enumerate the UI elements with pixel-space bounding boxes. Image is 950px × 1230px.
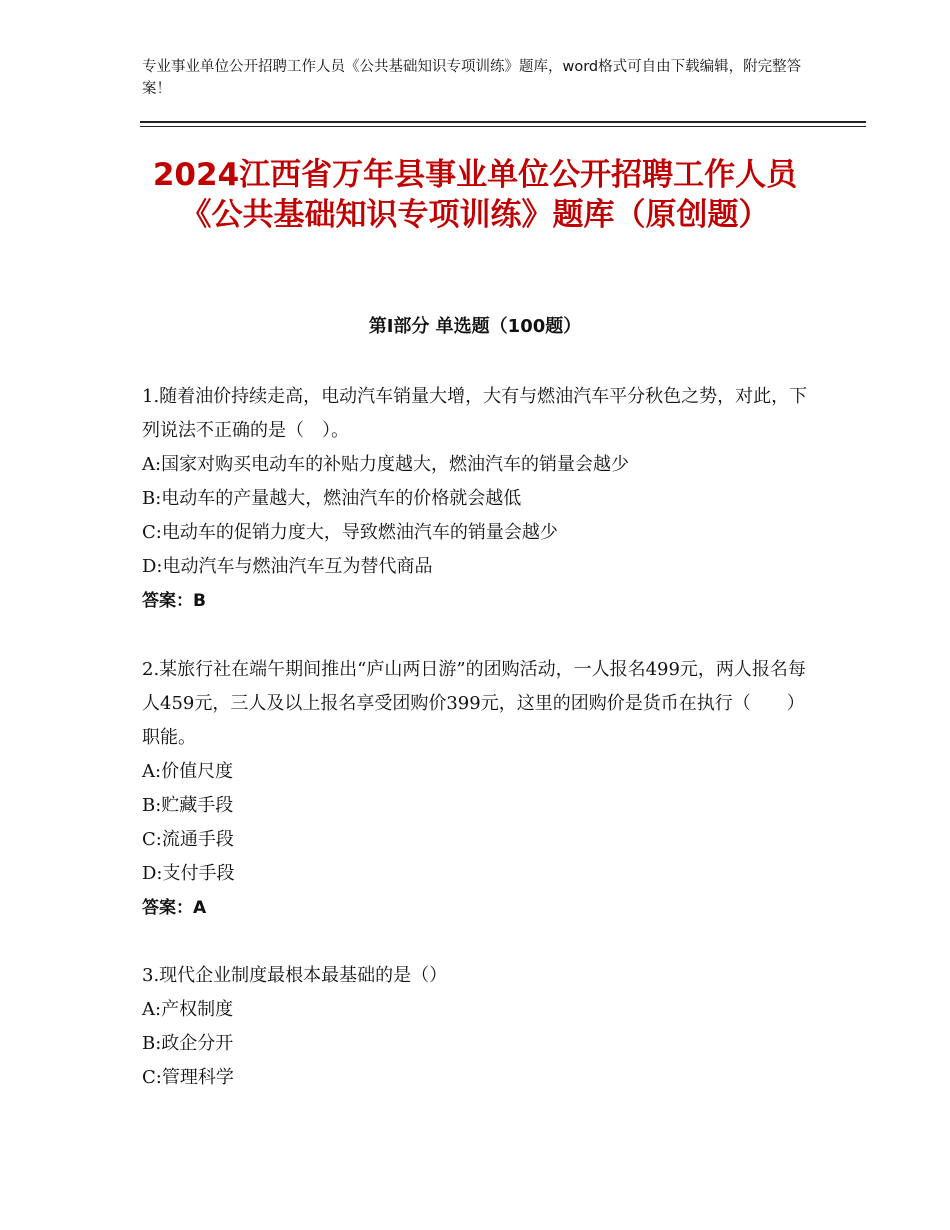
question-stem: 3.现代企业制度最根本最基础的是（）: [142, 965, 448, 986]
header-divider-thick: [140, 121, 866, 123]
option-a: A:产权制度: [142, 999, 234, 1020]
option-b: B:电动车的产量越大，燃油汽车的价格就会越低: [142, 488, 522, 509]
document-title: 2024江西省万年县事业单位公开招聘工作人员《公共基础知识专项训练》题库（原创题）: [152, 157, 798, 233]
header-divider-thin: [140, 126, 866, 127]
question-1: [142, 380, 812, 618]
option-c: C:流通手段: [142, 829, 234, 850]
option-c: C:电动车的促销力度大，导致燃油汽车的销量会越少: [142, 522, 558, 543]
option-c: C:管理科学: [142, 1067, 234, 1088]
option-d: D:支付手段: [142, 863, 235, 884]
header-note: 专业事业单位公开招聘工作人员《公共基础知识专项训练》题库，word格式可自由下载编辑，附完整答案！: [142, 59, 802, 97]
question-3: [142, 959, 812, 1095]
option-a: A:国家对购买电动车的补贴力度越大，燃油汽车的销量会越少: [142, 454, 630, 475]
answer: 答案：B: [142, 591, 206, 611]
question-stem: 1.随着油价持续走高，电动汽车销量大增，大有与燃油汽车平分秋色之势，对此，下列说法不正确的是（ ）。: [142, 386, 808, 441]
option-d: D:电动汽车与燃油汽车互为替代商品: [142, 556, 433, 577]
question-stem: 2.某旅行社在端午期间推出“庐山两日游”的团购活动，一人报名499元，两人报名每人459元，三人及以上报名享受团购价399元，这里的团购价是货币在执行（ ）职能。: [142, 659, 806, 748]
section-heading: 第Ⅰ部分 单选题（100题）: [368, 316, 582, 337]
option-a: A:价值尺度: [142, 761, 234, 782]
question-2: [142, 653, 812, 925]
answer: 答案：A: [142, 898, 207, 918]
option-b: B:政企分开: [142, 1033, 234, 1054]
option-b: B:贮藏手段: [142, 795, 234, 816]
